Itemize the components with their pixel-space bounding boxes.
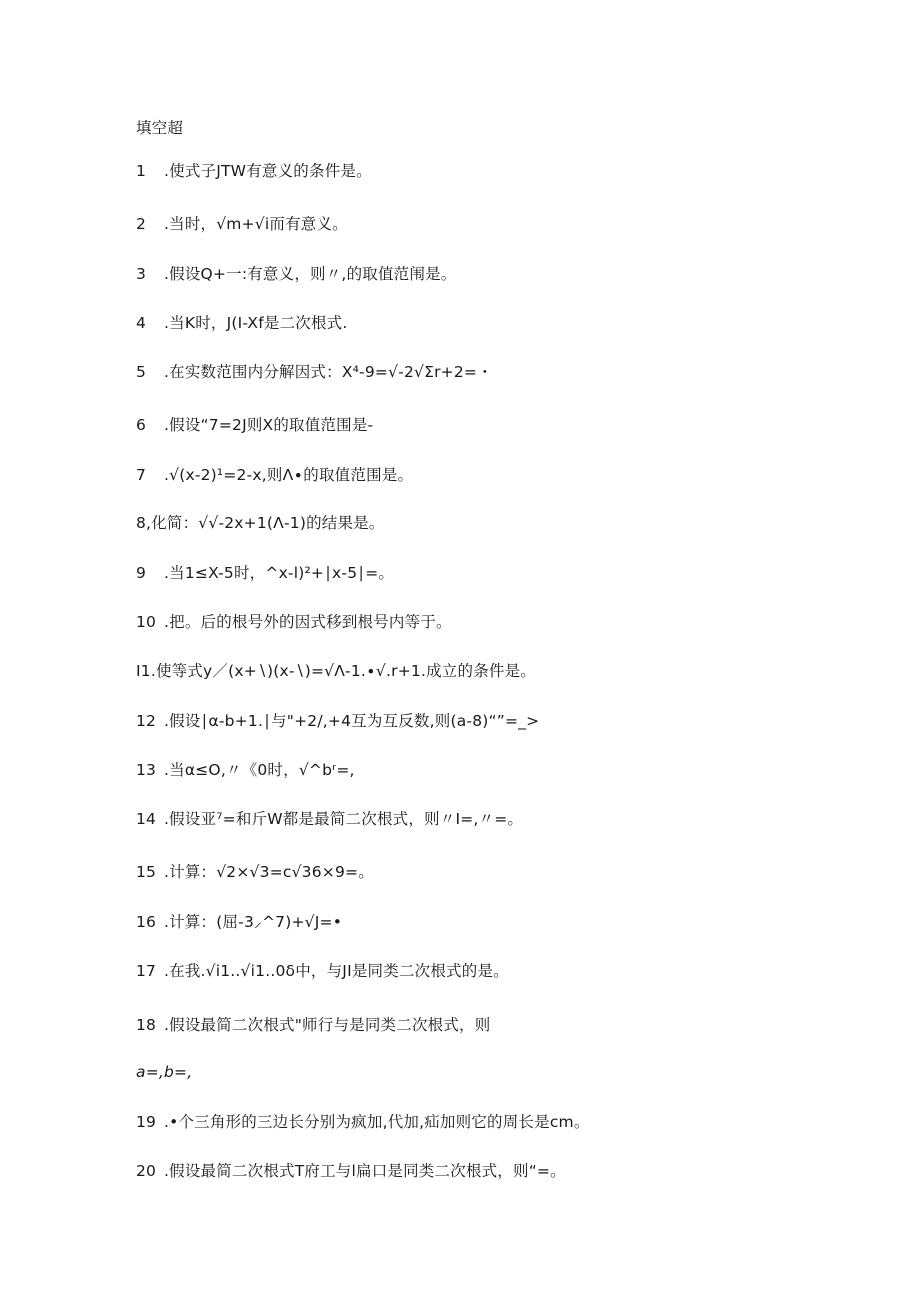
question-14 — [136, 809, 523, 829]
question-text: 8,化简：√√-2x+1(Λ-1)的结果是。 — [136, 514, 385, 532]
question-6 — [136, 415, 373, 435]
question-15 — [136, 862, 374, 882]
question-20 — [136, 1161, 566, 1181]
question-text: .当α≤O,〃《0时，√^bʳ=, — [164, 761, 355, 779]
question-text: .在我.√i1..√i1..0δ中，与JI是同类二次根式的是。 — [164, 962, 509, 980]
question-19 — [136, 1112, 590, 1132]
question-4 — [136, 313, 348, 333]
question-text: I1.使等式y／(x+∖)(x-∖)=√Λ-1.∙√.r+1.成立的条件是。 — [136, 662, 536, 680]
question-number: 14 — [136, 810, 157, 828]
question-text: .计算：√2×√3=c√36×9=。 — [164, 863, 374, 881]
question-11 — [136, 661, 536, 681]
question-17 — [136, 961, 509, 981]
question-text: .在实数范围内分解因式：X⁴-9=√-2√Σr+2=・ — [164, 363, 493, 381]
question-number: 9 — [136, 564, 147, 582]
question-10 — [136, 612, 452, 632]
question-number: 10 — [136, 613, 157, 631]
question-text: .假设∣α-b+1.∣与"+2/,+4互为互反数,则(a-8)“”=_> — [164, 712, 540, 730]
question-number: 18 — [136, 1016, 157, 1034]
question-text: .当K时，J(I-Xf是二次根式. — [164, 314, 348, 332]
question-number: 7 — [136, 466, 147, 484]
question-text: .当时，√m+√i而有意义。 — [164, 215, 348, 233]
question-number: 13 — [136, 761, 157, 779]
question-number: 5 — [136, 363, 147, 381]
question-text: .假设最简二次根式T府工与l扁口是同类二次根式，则“=。 — [164, 1162, 566, 1180]
question-number: 20 — [136, 1162, 157, 1180]
question-8 — [136, 513, 385, 533]
question-text: .使式子JTW有意义的条件是。 — [164, 162, 372, 180]
question-text: .假设“7=2J则X的取值范围是- — [164, 416, 374, 434]
question-9 — [136, 563, 394, 583]
question-text: .假设亚⁷=和斤W都是最简二次根式，则〃I=,〃=。 — [164, 810, 524, 828]
question-number: 19 — [136, 1113, 157, 1131]
question-text: .当1≤X-5时，^x-l)²+∣x-5∣=。 — [164, 564, 395, 582]
question-number: 16 — [136, 913, 157, 931]
question-number: 15 — [136, 863, 157, 881]
question-13 — [136, 760, 355, 780]
question-text: a=,b=, — [136, 1063, 193, 1081]
question-text: .√(x-2)¹=2-x,则Λ∙的取值范围是。 — [164, 466, 414, 484]
question-number: 17 — [136, 962, 157, 980]
question-text: .假设最简二次根式"师行与是同类二次根式，则 — [164, 1016, 491, 1034]
question-1 — [136, 161, 372, 181]
question-number: 1 — [136, 162, 147, 180]
question-text: .•个三角形的三边长分别为疯加,代加,疝加则它的周长是cm。 — [164, 1113, 590, 1131]
question-number: 3 — [136, 265, 147, 283]
question-text: .把。后的根号外的因式移到根号内等于。 — [164, 613, 452, 631]
question-7 — [136, 465, 413, 485]
question-18-answer-line — [136, 1062, 192, 1082]
question-number: 4 — [136, 314, 147, 332]
question-5 — [136, 362, 493, 382]
question-16 — [136, 912, 342, 932]
question-text: .假设Q+一:有意义，则〃,的取值范闱是。 — [164, 265, 457, 283]
question-number: 12 — [136, 712, 157, 730]
question-number: 2 — [136, 215, 147, 233]
question-3 — [136, 264, 456, 284]
question-text: .计算：(屈-3⸝^7)+√J=• — [164, 913, 343, 931]
question-2 — [136, 214, 348, 234]
section-title: 填空超 — [136, 119, 184, 137]
question-12 — [136, 711, 539, 731]
question-number: 6 — [136, 416, 147, 434]
question-18 — [136, 1015, 490, 1035]
